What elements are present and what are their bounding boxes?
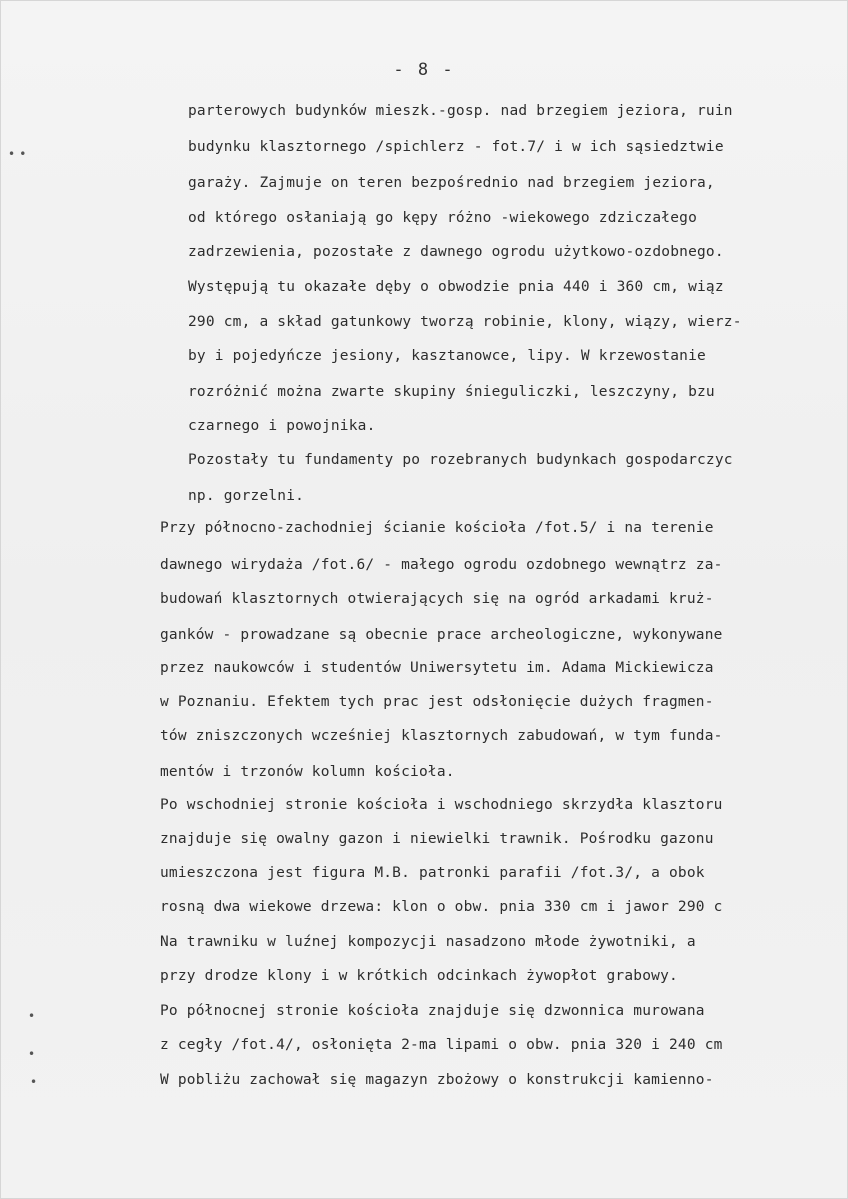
text-line: Występują tu okazałe dęby o obwodzie pnia 440 i 360 cm, wiąz: [188, 279, 724, 295]
text-line: Przy północno-zachodniej ścianie kościoła /fot.5/ i na terenie: [160, 520, 714, 536]
text-line: zadrzewienia, pozostałe z dawnego ogrodu użytkowo-ozdobnego.: [188, 244, 724, 260]
text-line: garaży. Zajmuje on teren bezpośrednio nad brzegiem jeziora,: [188, 175, 715, 191]
text-line: np. gorzelni.: [188, 488, 305, 504]
text-line: Po wschodniej stronie kościoła i wschodniego skrzydła klasztoru: [160, 797, 723, 813]
text-line: budynku klasztornego /spichlerz - fot.7/ i w ich sąsiedztwie: [188, 139, 724, 155]
text-line: znajduje się owalny gazon i niewielki trawnik. Pośrodku gazonu: [160, 831, 714, 847]
text-line: rozróżnić można zwarte skupiny śnieguliczki, leszczyny, bzu: [188, 384, 715, 400]
margin-mark: •: [30, 1075, 38, 1089]
text-line: w Poznaniu. Efektem tych prac jest odsłonięcie dużych fragmen-: [160, 694, 714, 710]
text-line: przy drodze klony i w krótkich odcinkach żywopłot grabowy.: [160, 968, 678, 984]
text-line: Na trawniku w luźnej kompozycji nasadzono młode żywotniki, a: [160, 934, 696, 950]
text-line: by i pojedyńcze jesiony, kasztanowce, lipy. W krzewostanie: [188, 348, 706, 364]
margin-mark: •: [28, 1009, 36, 1023]
text-line: mentów i trzonów kolumn kościoła.: [160, 764, 455, 780]
text-line: parterowych budynków mieszk.-gosp. nad brzegiem jeziora, ruin: [188, 103, 733, 119]
text-line: przez naukowców i studentów Uniwersytetu im. Adama Mickiewicza: [160, 660, 714, 676]
text-line: Pozostały tu fundamenty po rozebranych budynkach gospodarczyc: [188, 452, 733, 468]
text-line: z cegły /fot.4/, osłonięta 2-ma lipami o obw. pnia 320 i 240 cm: [160, 1037, 723, 1053]
text-line: 290 cm, a skład gatunkowy tworzą robinie, klony, wiązy, wierz-: [188, 314, 742, 330]
text-line: tów zniszczonych wcześniej klasztornych zabudowań, w tym funda-: [160, 728, 723, 744]
text-line: Po północnej stronie kościoła znajduje się dzwonnica murowana: [160, 1003, 705, 1019]
text-line: budowań klasztornych otwierających się na ogród arkadami kruż-: [160, 591, 714, 607]
text-line: W pobliżu zachował się magazyn zbożowy o konstrukcji kamienno-: [160, 1072, 714, 1088]
margin-mark: •: [28, 1047, 36, 1061]
page-number: - 8 -: [393, 60, 455, 80]
text-line: czarnego i powojnika.: [188, 418, 376, 434]
text-line: ganków - prowadzane są obecnie prace archeologiczne, wykonywane: [160, 627, 723, 643]
text-line: dawnego wirydaża /fot.6/ - małego ogrodu ozdobnego wewnątrz za-: [160, 557, 723, 573]
margin-mark: • •: [8, 147, 27, 161]
text-line: od którego osłaniają go kępy różno -wiekowego zdziczałego: [188, 210, 697, 226]
text-line: umieszczona jest figura M.B. patronki parafii /fot.3/, a obok: [160, 865, 705, 881]
text-line: rosną dwa wiekowe drzewa: klon o obw. pnia 330 cm i jawor 290 c: [160, 899, 723, 915]
